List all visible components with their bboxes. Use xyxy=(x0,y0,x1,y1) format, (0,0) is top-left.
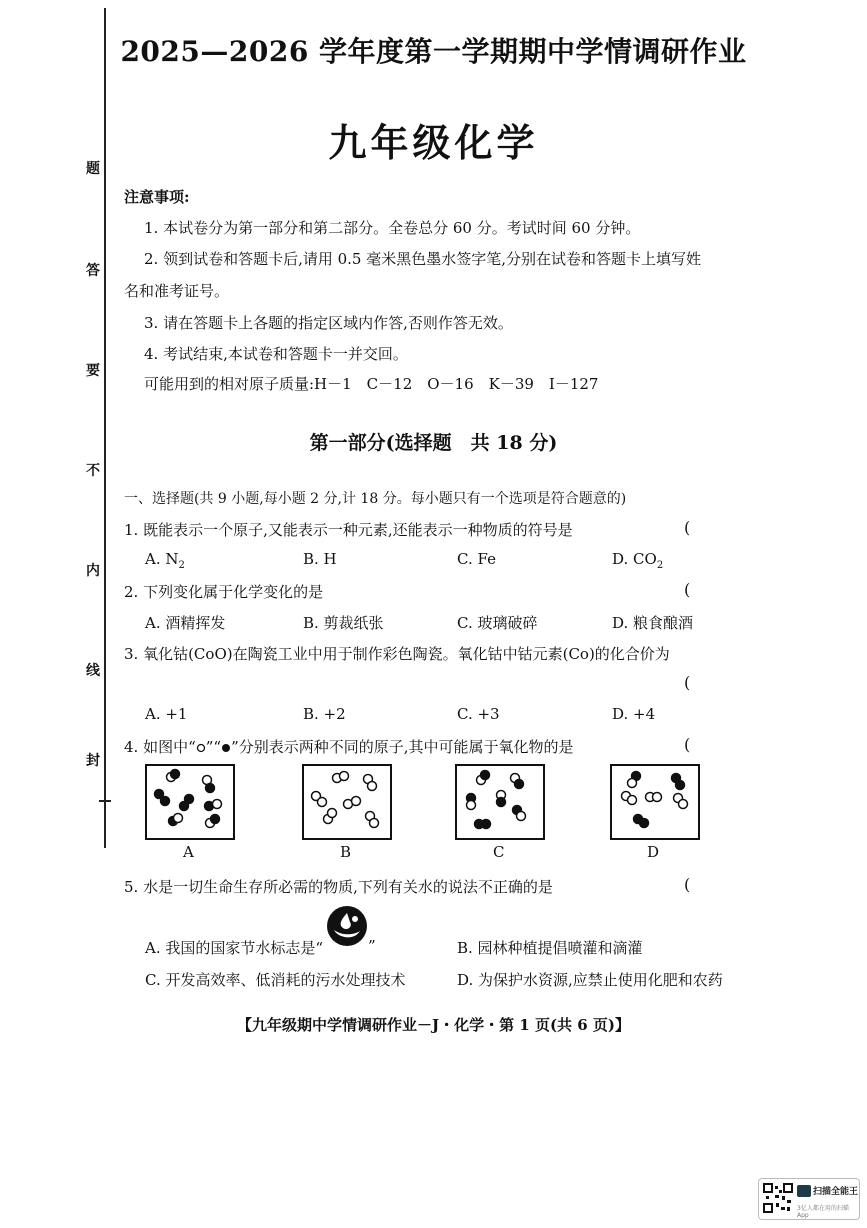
box-label-c: C xyxy=(493,843,505,861)
note-item: 名和准考证号。 xyxy=(124,282,230,300)
binding-margin-char: 题 xyxy=(86,161,100,177)
question-3-stem: 3. 氧化钴(CoO)在陶瓷工业中用于制作彩色陶瓷。氧化钴中钴元素(Co)的化合价为 xyxy=(124,645,670,663)
question-5-stem: 5. 水是一切生命生存所必需的物质,下列有关水的说法不正确的是 xyxy=(124,878,553,896)
q3-option-d: D. +4 xyxy=(612,705,656,723)
answer-paren: ( xyxy=(684,735,691,754)
scanner-watermark xyxy=(758,1178,860,1220)
binding-margin-char: 不 xyxy=(86,463,100,479)
section-instructions: 一、选择题(共 9 小题,每小题 2 分,计 18 分。每小题只有一个选项是符合题意的) xyxy=(124,491,627,507)
scanner-brand: 扫描全能王 xyxy=(813,1187,859,1197)
binding-margin-char: 要 xyxy=(86,363,100,379)
exam-title: 2025—2026 学年度第一学期期中学情调研作业 xyxy=(120,35,747,68)
atomic-masses: 可能用到的相对原子质量:H－1 C－12 O－16 K－39 I－127 xyxy=(144,375,599,393)
question-1-stem: 1. 既能表示一个原子,又能表示一种元素,还能表示一种物质的符号是 xyxy=(124,521,573,539)
particle-box-b xyxy=(302,764,392,840)
q5-option-c: C. 开发高效率、低消耗的污水处理技术 xyxy=(145,971,406,989)
binding-margin-char: 答 xyxy=(86,263,100,279)
particle-box-a xyxy=(145,764,235,840)
box-label-b: B xyxy=(340,843,352,861)
solid-atom-icon xyxy=(221,743,231,753)
notes-heading: 注意事项: xyxy=(124,188,190,206)
answer-paren: ( xyxy=(684,673,691,692)
section-title: 第一部分(选择题 共 18 分) xyxy=(309,432,558,454)
binding-margin-char: 封 xyxy=(86,753,100,769)
q5-option-b: B. 园林种植提倡喷灌和滴灌 xyxy=(457,939,643,957)
binding-margin-char: 线 xyxy=(86,663,100,679)
q2-option-d: D. 粮食酿酒 xyxy=(612,614,694,632)
q3-option-b: B. +2 xyxy=(303,705,346,723)
page-footer: 【九年级期中学情调研作业－J・化学・第 1 页(共 6 页)】 xyxy=(236,1016,631,1034)
q2-option-a: A. 酒精挥发 xyxy=(145,614,226,632)
binding-margin-char: 内 xyxy=(86,563,100,579)
q1-option-a: A. $N_2$ xyxy=(145,550,185,571)
answer-paren: ( xyxy=(684,580,691,599)
hollow-atom-icon xyxy=(196,743,206,753)
question-4-stem: 4. 如图中“ ”“ ”分别表示两种不同的原子,其中可能属于氧化物的是 xyxy=(124,738,574,756)
q1-option-c: C. Fe xyxy=(457,550,496,568)
note-item: 2. 领到试卷和答题卡后,请用 0.5 毫米黑色墨水签字笔,分别在试卷和答题卡上填写姓 xyxy=(144,250,702,268)
q5-option-d: D. 为保护水资源,应禁止使用化肥和农药 xyxy=(457,971,723,989)
q5-option-a-text: A. 我国的国家节水标志是“ xyxy=(145,939,324,957)
note-item: 3. 请在答题卡上各题的指定区域内作答,否则作答无效。 xyxy=(144,314,513,332)
q3-option-a: A. +1 xyxy=(145,705,188,723)
q1-option-d: D. $CO_2$ xyxy=(612,550,664,571)
subject-title: 九年级化学 xyxy=(328,120,539,165)
question-2-stem: 2. 下列变化属于化学变化的是 xyxy=(124,583,324,601)
particle-box-c xyxy=(455,764,545,840)
box-label-d: D xyxy=(647,843,660,861)
scanner-logo-icon xyxy=(797,1185,811,1197)
binding-tick xyxy=(99,800,111,802)
scanner-tagline: 3亿人都在用的扫描App xyxy=(797,1205,849,1219)
q1-option-b: B. H xyxy=(303,550,337,568)
particle-box-d xyxy=(610,764,700,840)
q3-option-c: C. +3 xyxy=(457,705,500,723)
water-saving-logo-icon xyxy=(326,905,368,947)
q5-option-a-close: ” xyxy=(368,937,376,955)
answer-paren: ( xyxy=(684,518,691,537)
box-label-a: A xyxy=(183,843,194,861)
note-item: 4. 考试结束,本试卷和答题卡一并交回。 xyxy=(144,345,408,363)
qr-code-icon xyxy=(763,1183,793,1213)
answer-paren: ( xyxy=(684,875,691,894)
q2-option-c: C. 玻璃破碎 xyxy=(457,614,538,632)
q2-option-b: B. 剪裁纸张 xyxy=(303,614,384,632)
note-item: 1. 本试卷分为第一部分和第二部分。全卷总分 60 分。考试时间 60 分钟。 xyxy=(144,219,641,237)
